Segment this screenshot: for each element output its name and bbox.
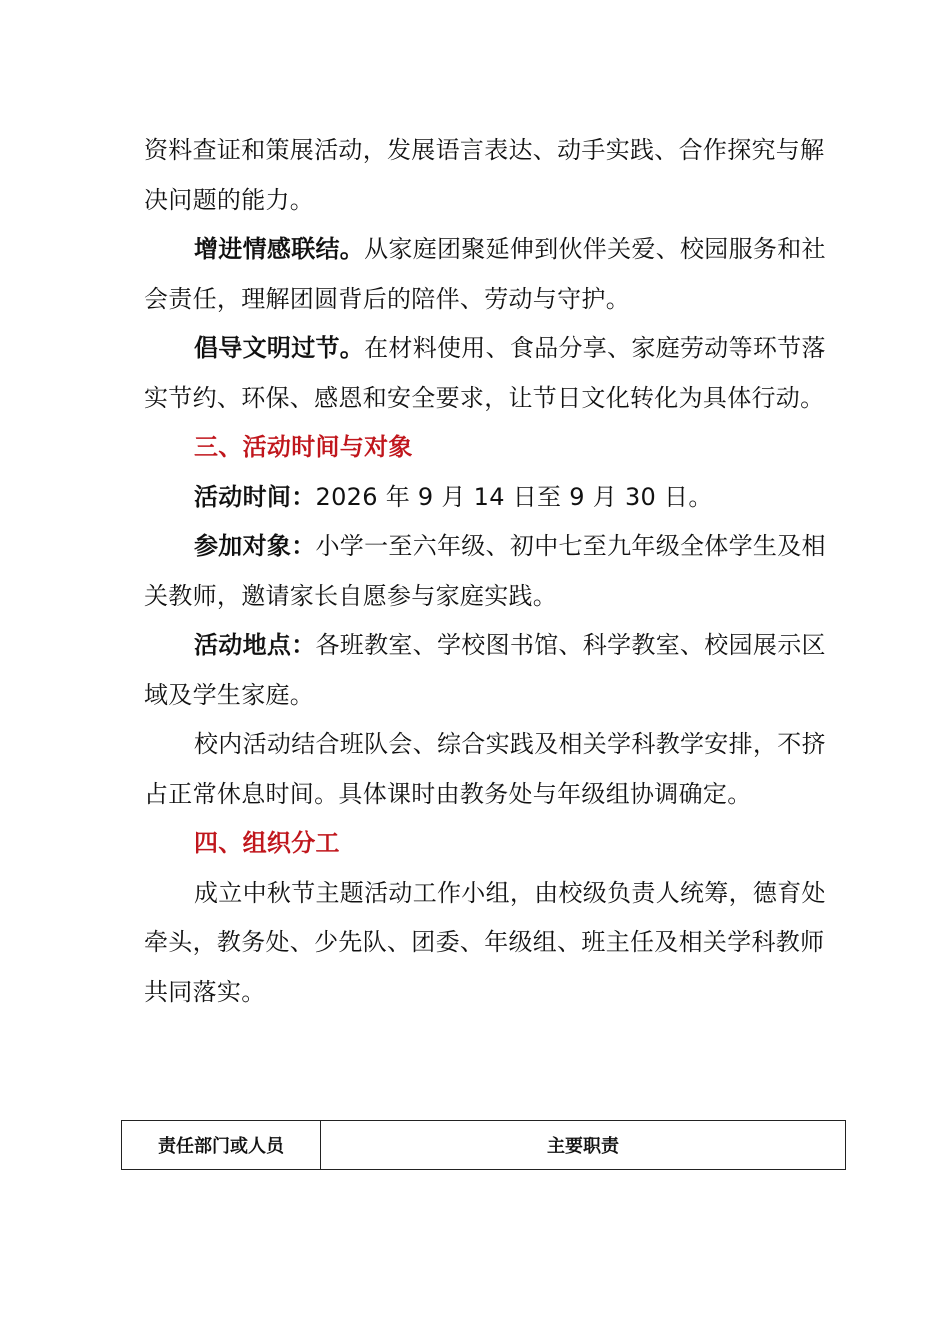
table-header-row	[122, 1121, 846, 1170]
paragraph-time	[144, 473, 828, 523]
emotion-lead: 增进情感联结。	[194, 235, 365, 263]
emotion-text: 从家庭团聚延伸到伙伴关爱、校园服务和社会责任，理解团圆背后的陪伴、劳动与守护。	[144, 235, 826, 313]
paragraph-civility	[144, 324, 828, 423]
time-label: 活动时间：	[194, 482, 316, 511]
civility-lead: 倡导文明过节。	[194, 334, 365, 362]
section-heading-4: 四、组织分工	[194, 829, 340, 857]
target-text: 小学一至六年级、初中七至九年级全体学生及相关教师，邀请家长自愿参与家庭实践。	[144, 532, 826, 610]
paragraph-schedule: 校内活动结合班队会、综合实践及相关学科教学安排，不挤占正常休息时间。具体课时由教务处与年级组协调确定。	[144, 730, 826, 808]
paragraph-abilities: 资料查证和策展活动，发展语言表达、动手实践、合作探究与解决问题的能力。	[144, 136, 825, 214]
paragraph-organization: 成立中秋节主题活动工作小组，由校级负责人统筹，德育处牵头，教务处、少先队、团委、年级组、班主任及相关学科教师共同落实。	[144, 878, 826, 1006]
paragraph-target	[144, 522, 828, 621]
paragraph-place	[144, 621, 828, 720]
paragraph-emotion	[144, 225, 828, 324]
section-heading-3: 三、活动时间与对象	[194, 433, 413, 461]
time-text: 2026 年 9 月 14 日至 9 月 30 日。	[315, 482, 713, 511]
civility-text: 在材料使用、食品分享、家庭劳动等环节落实节约、环保、感恩和安全要求，让节日文化转化为具体行动。	[144, 334, 826, 412]
document-body	[144, 126, 828, 1017]
duty-table	[121, 1120, 846, 1170]
place-text: 各班教室、学校图书馆、科学教室、校园展示区域及学生家庭。	[144, 631, 826, 709]
place-label: 活动地点：	[194, 631, 316, 659]
table-header-department: 责任部门或人员	[122, 1121, 321, 1170]
target-label: 参加对象：	[194, 532, 316, 560]
table-header-duty: 主要职责	[321, 1121, 846, 1170]
